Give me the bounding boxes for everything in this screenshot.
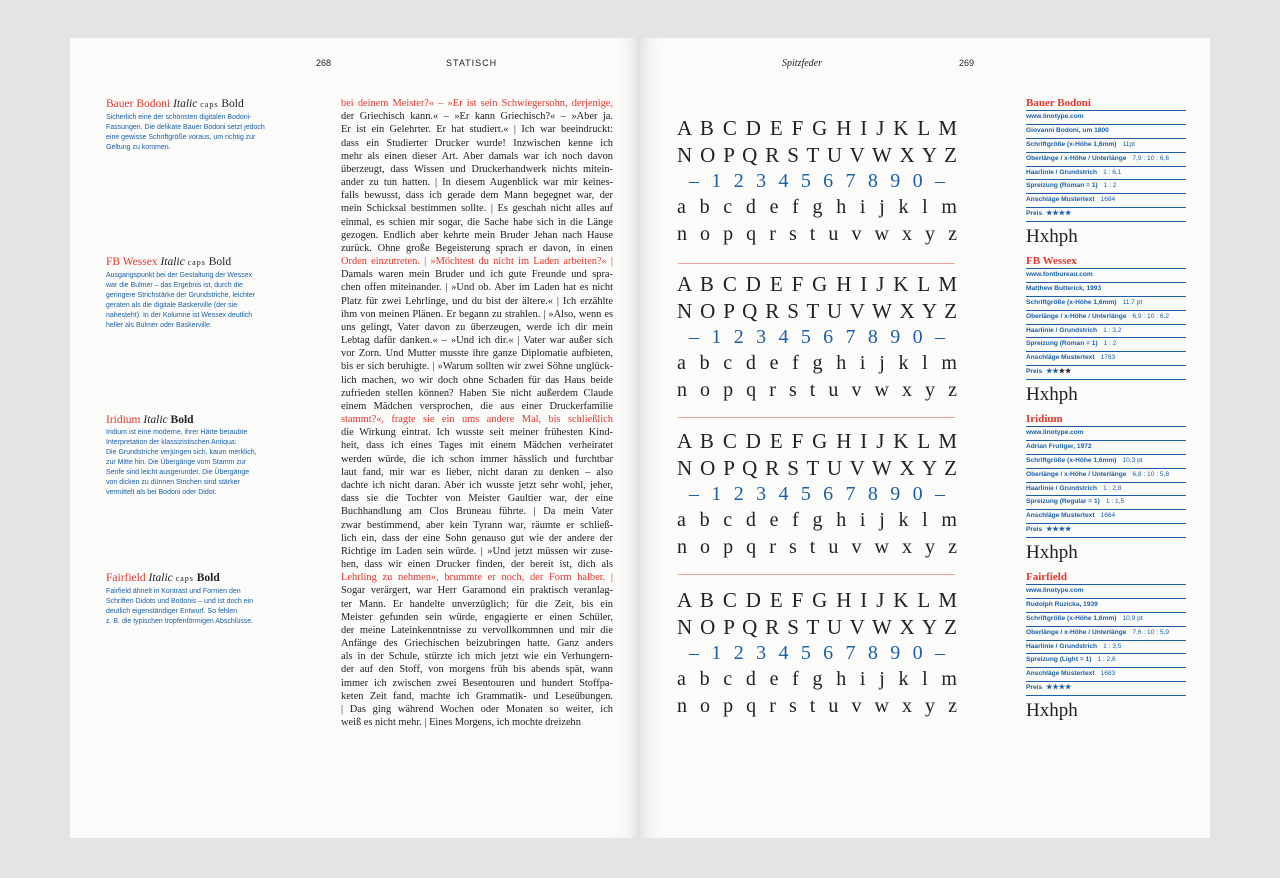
value: 1 : 3,2 [1103, 326, 1122, 334]
label: Schriftgröße (x-Höhe 1,6mm) [1026, 140, 1117, 148]
info-ratio [1026, 627, 1186, 641]
info-designer: Rudolph Ruzicka, 1939 [1026, 599, 1186, 613]
right-page-number: 269 [959, 58, 975, 68]
body-text-line: die Wirkung eintrat. Ich wusste seit meiner frühesten Kind- [341, 427, 613, 439]
info-strokes [1026, 668, 1186, 682]
value: 10,3 pt [1122, 456, 1143, 464]
font-sample-iridium [106, 413, 286, 498]
label: Oberlänge / x-Höhe / Unterlänge [1026, 628, 1127, 636]
left-section-title: STATISCH [446, 58, 498, 68]
glyph-row-figures: – 1 2 3 4 5 6 7 8 9 0 – [689, 483, 945, 505]
value: 1 : 1,5 [1105, 498, 1125, 506]
desc-line: z. B. die typischen tropfenförmigen Abschlüsse. [106, 618, 254, 625]
body-text-line: Sogar verärgert, war Herr Garamond ein praktisch veranlag- [341, 585, 613, 597]
label: Oberlänge / x-Höhe / Unterlänge [1026, 470, 1127, 478]
info-url: www.linotype.com [1026, 111, 1186, 125]
value: 1 : 2,8 [1103, 484, 1122, 492]
body-text-line: dass ein Studierter Drucker wurde! Inzwischen kenne ich [341, 137, 613, 149]
glyph-row-lowercase: a b c d e f g h i j k l m [677, 352, 957, 374]
glyph-row-figures: – 1 2 3 4 5 6 7 8 9 0 – [689, 642, 945, 664]
value: 1 : 2 [1103, 182, 1117, 190]
desc-line: vermittelt als bei Bodoni oder Didot. [106, 489, 217, 496]
desc-line: Die Grundstriche verjüngen sich, kaum merklich, [106, 449, 257, 456]
info-size [1026, 139, 1186, 153]
italic-label: Italic [143, 414, 168, 426]
desc-line: eine gewisse Schriftgröße voraus, um richtig zur [106, 134, 256, 141]
body-text-line: Buchhandlung am Clos Bruneau führte. | Da mein Vater [341, 506, 613, 518]
desc-line: heller als Bulmer oder Baskerville. [106, 322, 212, 329]
font-name: FB Wessex [106, 256, 158, 268]
body-text-line: Richtige im Laden sein würde. | »Und jetzt müssen wir zuse- [341, 545, 613, 557]
font-description [106, 113, 286, 153]
desc-line: Geltung zu kommen. [106, 144, 171, 151]
body-text-line: Lebtag dafür danken.« – »Und ich dir.« | Vater war außer sich [341, 335, 613, 347]
body-text-line: falls bewusst, dass ich gerade dem Mann begegnet war, der [341, 190, 613, 202]
body-text-line: ter Mann. Er handelte unverzüglich; für die Zeit, bis ein [341, 598, 613, 610]
info-ratio [1026, 469, 1186, 483]
body-text-line: gezogen. Endlich aber kehrte mein Bruder Jehan nach Hause [341, 229, 613, 241]
body-text-line: einmal, es schien mir sogar, die Sache habe sich in die Länge [341, 216, 613, 228]
body-text-line: bei deinem Meister?« – »Er ist sein Schwiegersohn, derjenige, [341, 98, 613, 109]
glyph-row-lowercase: n o p q r s t u v w x y z [677, 536, 957, 558]
separator-line [678, 417, 955, 418]
info-spread [1026, 654, 1186, 668]
font-info-table [1026, 96, 1186, 248]
desc-line: Fairfield ähnelt in Kontrast und Formen den [106, 588, 241, 595]
info-url: www.linotype.com [1026, 427, 1186, 441]
body-text-line: Platz für zwei Lehrlinge, und du bist der ältere.« | Ich erzählte [341, 295, 613, 307]
body-text-line: dass sie die Tochter von Meister Gaultier war, der eine [341, 493, 613, 505]
desc-line: Ausgangspunkt bei der Gestaltung der Wessex [106, 272, 253, 279]
desc-line: zur Mitte hin. Die Übergänge vom Stamm zur [106, 459, 247, 466]
value: 7,9 : 10 : 6,6 [1132, 154, 1170, 162]
info-table-title: Bauer Bodoni [1026, 96, 1186, 111]
label: Schriftgröße (x-Höhe 1,6mm) [1026, 614, 1117, 622]
font-sample-fb-wessex [106, 255, 286, 331]
value: 1683 [1100, 670, 1116, 678]
value: 10,9 pt [1122, 614, 1143, 622]
font-sample-title [106, 97, 286, 112]
info-ratio [1026, 311, 1186, 325]
caps-label: caps [187, 258, 206, 267]
label: Spreizung (Roman = 1) [1026, 182, 1098, 190]
body-text-line: Lehrling zu nehmen«, brummte er noch, der Form halber. | [341, 572, 613, 584]
label: Haarlinie / Grundstrich [1026, 642, 1098, 650]
font-description [106, 271, 286, 331]
body-text-line: ander zu tun hatten. | In diesem Augenblick war mir keines- [341, 177, 613, 189]
body-text-line: | Das ging während Wochen oder Monaten so weiter, ich [341, 703, 613, 715]
info-size [1026, 455, 1186, 469]
desc-line: Serife sind leicht ausgerundet. Die Übergänge [106, 469, 250, 476]
body-text-line: als in der Schule, stürzte ich mich jetzt wie ein Verhungern- [341, 651, 613, 663]
value: 11pt [1122, 140, 1135, 148]
glyph-row-lowercase: a b c d e f g h i j k l m [677, 196, 957, 218]
info-designer: Giovanni Bodoni, um 1800 [1026, 125, 1186, 139]
star-rating-icon [1046, 684, 1071, 691]
desc-line: Iridium ist eine moderne, ihrer Härte beraubte [106, 429, 248, 436]
font-sample-title [106, 571, 286, 586]
label: Oberlänge / x-Höhe / Unterlänge [1026, 312, 1127, 320]
label: Schriftgröße (x-Höhe 1,6mm) [1026, 298, 1117, 306]
body-text-line: immer ich zwischen zwei Besentouren und hundert Stoffpa- [341, 677, 613, 689]
body-text-line: zurück. Ohne große Begeisterung sprach er davon, in einen [341, 242, 613, 254]
font-name: Iridium [106, 414, 141, 426]
desc-line: Schriften Didots und Bodonis – und ist doch ein [106, 598, 254, 605]
info-url: www.fontbureau.com [1026, 269, 1186, 283]
glyph-row-lowercase: n o p q r s t u v w x y z [677, 695, 957, 717]
info-designer: Matthew Butterick, 1993 [1026, 283, 1186, 297]
font-sample-hxhph: Hxhph [1026, 542, 1078, 564]
value: 1 : 3,5 [1103, 642, 1122, 650]
info-price [1026, 682, 1186, 696]
glyph-row-caps: A B C D E F G H I J K L M [677, 116, 957, 140]
body-text-line: mein Schicksal bestimmen sollte. | Es geschah nicht alles auf [341, 203, 613, 215]
label: Oberlänge / x-Höhe / Unterlänge [1026, 154, 1127, 162]
bold-label: Bold [196, 572, 220, 584]
label: Anschläge Mustertext [1026, 670, 1095, 678]
body-text-line: stammt?«, fragte sie ein ums andere Mal, bis schließlich [341, 414, 613, 426]
body-text-line: heit, dass ich eines Tages mit einem Mädchen verheiratet [341, 440, 613, 452]
left-page-number: 268 [316, 58, 332, 68]
body-text-line: lich ein, dass der eine Sohn genauso gut wie der andere der [341, 532, 613, 544]
font-sample-hxhph: Hxhph [1026, 226, 1078, 248]
stars-filled: ★★★★ [1046, 526, 1072, 534]
body-text-line: uns gelingt, Vater davon zu überzeugen, werde ich dir mein [341, 321, 613, 333]
body-text-line: Damals waren mein Bruder und ich gute Freunde und spra- [341, 269, 613, 281]
glyph-row-caps: A B C D E F G H I J K L M [677, 429, 957, 453]
label: Preis [1026, 368, 1043, 376]
body-text-line: Orden einzutreten. | »Möchtest du nicht im Laden arbeiten?« | [341, 256, 613, 268]
info-strokes [1026, 352, 1186, 366]
body-text-line: hen, dass wir einen Drucker finden, der bereit ist, dich als [341, 559, 613, 571]
desc-line: war die Bulmer – das Ergebnis ist, durch die [106, 282, 243, 289]
label: Preis [1026, 526, 1043, 534]
info-designer: Adrian Frutiger, 1972 [1026, 441, 1186, 455]
info-spread [1026, 180, 1186, 194]
info-hairline [1026, 483, 1186, 497]
value: 7,6 : 10 : 5,9 [1132, 628, 1170, 636]
body-text-line: Er ist ein Gelehrter. Er hat studiert.« | Ich war beeindruckt: [341, 124, 613, 136]
info-strokes [1026, 510, 1186, 524]
caps-label: caps [175, 574, 194, 583]
font-info-table [1026, 412, 1186, 564]
font-name: Fairfield [106, 572, 146, 584]
value: 6,9 : 10 : 6,2 [1132, 312, 1170, 320]
glyph-row-figures: – 1 2 3 4 5 6 7 8 9 0 – [689, 170, 945, 192]
separator-line [678, 574, 955, 575]
info-size [1026, 297, 1186, 311]
separator-line [678, 263, 955, 264]
bold-label: Bold [221, 98, 244, 110]
font-sample-bauer-bodoni [106, 97, 286, 153]
label: Preis [1026, 210, 1043, 218]
font-name: Bauer Bodoni [106, 98, 171, 110]
value: 1684 [1100, 196, 1116, 204]
info-hairline [1026, 167, 1186, 181]
desc-line: Fassungen. Die delikate Bauer Bodoni setzt jedoch [106, 124, 265, 131]
desc-line: Sicherlich eine der schönsten digitalen Bodoni- [106, 114, 252, 121]
star-rating-icon [1046, 210, 1071, 217]
glyph-row-lowercase: a b c d e f g h i j k l m [677, 509, 957, 531]
desc-line: von dicken zu dünnen Strichen sind stärker [106, 479, 240, 486]
glyph-row-lowercase: n o p q r s t u v w x y z [677, 223, 957, 245]
font-description [106, 587, 286, 627]
bold-label: Bold [170, 414, 194, 426]
font-info-table [1026, 570, 1186, 722]
glyph-row-caps: N O P Q R S T U V W X Y Z [677, 615, 957, 639]
info-price [1026, 524, 1186, 538]
font-description [106, 428, 286, 498]
info-spread [1026, 496, 1186, 510]
value: 1 : 6,1 [1103, 168, 1122, 176]
desc-line: geringere Strichstärke der Grundstriche, leichter [106, 292, 256, 299]
body-text-line: zufrieden stellen können? Haben Sie nicht außerdem Claude [341, 387, 613, 399]
label: Haarlinie / Grundstrich [1026, 326, 1098, 334]
label: Spreizung (Regular = 1) [1026, 498, 1100, 506]
info-hairline [1026, 641, 1186, 655]
desc-line: Interpretation der klassizistischen Antiqua: [106, 439, 237, 446]
info-spread [1026, 338, 1186, 352]
body-text-line: mehr als einen dieser Art. Aber damals war ich noch davon [341, 150, 613, 162]
label: Anschläge Mustertext [1026, 196, 1095, 204]
body-text-line: zwar bestimmend, aber kein Tyrann war, räumte er schließ- [341, 519, 613, 531]
body-text-line: ihm von meinen Plänen. Er begann zu strahlen. | »Also, wenn es [341, 308, 613, 320]
stars-filled: ★★★★ [1046, 210, 1072, 218]
glyph-row-figures: – 1 2 3 4 5 6 7 8 9 0 – [689, 326, 945, 348]
info-url: www.linotype.com [1026, 585, 1186, 599]
body-text-line: dachte ich nicht daran. Aber ich wusste jetzt sehr wohl, jeher, [341, 479, 613, 491]
body-text-column [341, 97, 613, 729]
value: 1763 [1100, 354, 1116, 362]
body-text-line: der auf den Stoff, von morgens früh bis abends spät, wann [341, 664, 613, 676]
info-hairline [1026, 325, 1186, 339]
glyph-row-caps: A B C D E F G H I J K L M [677, 272, 957, 296]
label: Anschläge Mustertext [1026, 354, 1095, 362]
font-info-table [1026, 254, 1186, 406]
glyph-row-caps: N O P Q R S T U V W X Y Z [677, 299, 957, 323]
label: Anschläge Mustertext [1026, 512, 1095, 520]
info-strokes [1026, 194, 1186, 208]
italic-label: Italic [160, 256, 185, 268]
body-text-line: bis er sich beruhigte. | »Warum sollten wir zwei Söhne unglück- [341, 361, 613, 373]
label: Haarlinie / Grundstrich [1026, 168, 1098, 176]
body-text-line: lich machen, wo wir doch ohne Schaden für das Haus beide [341, 374, 613, 386]
body-text-line: der Griechisch kann.« – »Er kann Griechisch?« – »Aber ja. [341, 111, 613, 123]
info-table-title: Iridium [1026, 412, 1186, 427]
stars-empty: ★★ [1058, 368, 1072, 376]
glyph-row-lowercase: a b c d e f g h i j k l m [677, 668, 957, 690]
label: Spreizung (Roman = 1) [1026, 340, 1098, 348]
desc-line: geraten als die digitale Baskerville (der sie [106, 302, 238, 309]
value: 1664 [1100, 512, 1116, 520]
info-ratio [1026, 153, 1186, 167]
glyph-row-caps: N O P Q R S T U V W X Y Z [677, 456, 957, 480]
italic-label: Italic [173, 98, 198, 110]
right-section-title: Spitzfeder [782, 58, 822, 69]
info-price [1026, 366, 1186, 380]
font-sample-hxhph: Hxhph [1026, 700, 1078, 722]
body-text-line: weiß es nicht mehr. | Eines Morgens, ich mochte dreizehn [341, 717, 581, 729]
font-sample-hxhph: Hxhph [1026, 384, 1078, 406]
body-text-line: der meine Lateinkenntnisse zu vervollkommnen und mir die [341, 624, 613, 636]
desc-line: nahesteht). In der Kolumne ist Wessex deutlich [106, 312, 253, 319]
value: 11,7 pt [1122, 298, 1143, 306]
body-text-line: vor Zorn. Und Mutter musste ihre ganze Diplomatie aufbieten, [341, 348, 613, 360]
bold-label: Bold [208, 256, 232, 268]
value: 1 : 2,6 [1097, 656, 1116, 664]
glyph-row-caps: N O P Q R S T U V W X Y Z [677, 143, 957, 167]
body-text-line: keten Zeit fand, machte ich Grammatik- und Leseübungen. [341, 690, 613, 702]
info-table-title: FB Wessex [1026, 254, 1186, 269]
star-rating-icon [1046, 526, 1071, 533]
body-text-line: werden würde, die ich schon immer hässlich und furchtbar [341, 453, 613, 465]
font-sample-title [106, 413, 286, 427]
body-text-line: einem Mädchen versprochen, die aus einer Druckerfamilie [341, 400, 613, 412]
stars-filled: ★★ [1046, 368, 1059, 376]
info-price [1026, 208, 1186, 222]
star-rating-icon [1046, 368, 1071, 375]
caps-label: caps [200, 100, 219, 109]
body-text-line: chen offen miteinander. | »Und ob. Aber im Laden hat es nicht [341, 282, 613, 294]
font-sample-fairfield [106, 571, 286, 627]
info-table-title: Fairfield [1026, 570, 1186, 585]
italic-label: Italic [148, 572, 173, 584]
label: Haarlinie / Grundstrich [1026, 484, 1098, 492]
label: Spreizung (Light = 1) [1026, 656, 1092, 664]
info-size [1026, 613, 1186, 627]
body-text-line: laut fand, mir war es lieber, nicht daran zu denken – also [341, 466, 613, 478]
desc-line: deutlich eigenständiger Entwurf. So fehlen [106, 608, 238, 615]
stars-filled: ★★★★ [1046, 684, 1072, 692]
glyph-row-caps: A B C D E F G H I J K L M [677, 588, 957, 612]
label: Schriftgröße (x-Höhe 1,6mm) [1026, 456, 1117, 464]
font-sample-title [106, 255, 286, 270]
value: 6,8 : 10 : 5,8 [1132, 470, 1170, 478]
label: Preis [1026, 684, 1043, 692]
glyph-row-lowercase: n o p q r s t u v w x y z [677, 379, 957, 401]
value: 1 : 2 [1103, 340, 1117, 348]
body-text-line: überzeugt, dass Wissen und Druckerhandwerk nichts mitein- [341, 163, 613, 175]
body-text-line: Meister gefunden sein würde, engagierte er einen Schüler, [341, 611, 613, 623]
body-text-line: Anfänge des Griechischen beizubringen hatte. Ganz anders [341, 638, 613, 650]
